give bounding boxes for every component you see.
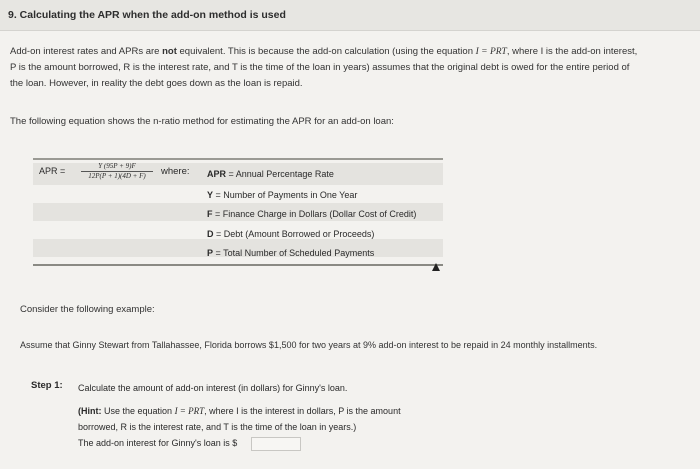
- intro-text: Add-on interest rates and APRs are: [10, 46, 163, 57]
- def-symbol: P: [207, 248, 214, 258]
- def-sep: =: [226, 169, 236, 179]
- hint-equation: I = PRT: [174, 406, 205, 416]
- question-header: [0, 0, 700, 31]
- formula-denominator: 12P(P + 1)(4D + F): [88, 172, 146, 180]
- intro-text: equivalent. This is because the add-on calculation (using the equation: [176, 46, 476, 57]
- intro-line-1: [10, 44, 690, 60]
- def-text: Number of Payments in One Year: [223, 190, 358, 200]
- def-sep: =: [213, 229, 224, 239]
- def-symbol: Y: [207, 190, 214, 200]
- def-sep: =: [212, 209, 223, 219]
- step-1-hint: [78, 403, 401, 419]
- def-text: Debt (Amount Borrowed or Proceeds): [223, 229, 375, 239]
- add-on-interest-input[interactable]: [251, 437, 301, 451]
- formula-numerator: Y (95P + 9)F: [81, 162, 153, 172]
- hint-label: (Hint:: [78, 406, 102, 416]
- definition-y: [207, 190, 357, 200]
- def-text: Finance Charge in Dollars (Dollar Cost of Credit): [222, 209, 417, 219]
- n-ratio-intro: The following equation shows the n-ratio method for estimating the APR for an add-on loan:: [10, 116, 394, 127]
- intro-equation: I = PRT: [475, 47, 507, 57]
- def-symbol: APR: [207, 169, 227, 179]
- intro-bold-not: not: [162, 46, 177, 57]
- apr-equation-table: [33, 158, 443, 268]
- hint-text: Use the equation: [101, 406, 175, 416]
- def-sep: =: [213, 248, 224, 258]
- def-sep: =: [213, 190, 224, 200]
- intro-text: , where I is the add-on interest,: [506, 46, 638, 57]
- def-text: Total Number of Scheduled Payments: [223, 248, 375, 258]
- intro-line-2: P is the amount borrowed, R is the interest rate, and T is the time of the loan in years) assumes that the original debt is owed for the entire period of: [10, 62, 630, 73]
- table-top-rule: [33, 158, 443, 160]
- hint-text: , where I is the interest in dollars, P is the amount: [204, 406, 401, 416]
- step-1-hint-cont: borrowed, R is the interest rate, and T is the time of the loan in years.): [78, 422, 357, 432]
- example-text: Assume that Ginny Stewart from Tallahassee, Florida borrows $1,500 for two years at 9% add-on interest to be repaid in 24 monthly installments.: [20, 340, 598, 350]
- def-symbol: F: [207, 209, 213, 219]
- step-1-instruction: Calculate the amount of add-on interest (in dollars) for Ginny's loan.: [78, 383, 348, 393]
- question-title: 9. Calculating the APR when the add-on method is used: [8, 9, 286, 21]
- def-symbol: D: [207, 229, 214, 239]
- definition-p: [207, 248, 374, 258]
- apr-formula-fraction: [81, 162, 153, 180]
- definition-f: [207, 209, 416, 219]
- step-1-label: Step 1:: [31, 380, 63, 391]
- apr-formula-label: APR =: [39, 166, 66, 176]
- intro-line-3: the loan. However, in reality the debt goes down as the loan is repaid.: [10, 78, 303, 89]
- intro-paragraph: [10, 44, 690, 92]
- example-heading: Consider the following example:: [20, 304, 155, 315]
- definition-d: [207, 229, 374, 239]
- where-label: where:: [161, 166, 190, 177]
- mouse-cursor-icon: [432, 263, 440, 271]
- table-bottom-rule: [33, 264, 443, 266]
- def-text: Annual Percentage Rate: [235, 169, 334, 179]
- definition-apr: [207, 169, 334, 179]
- answer-prompt: The add-on interest for Ginny's loan is $: [78, 438, 238, 448]
